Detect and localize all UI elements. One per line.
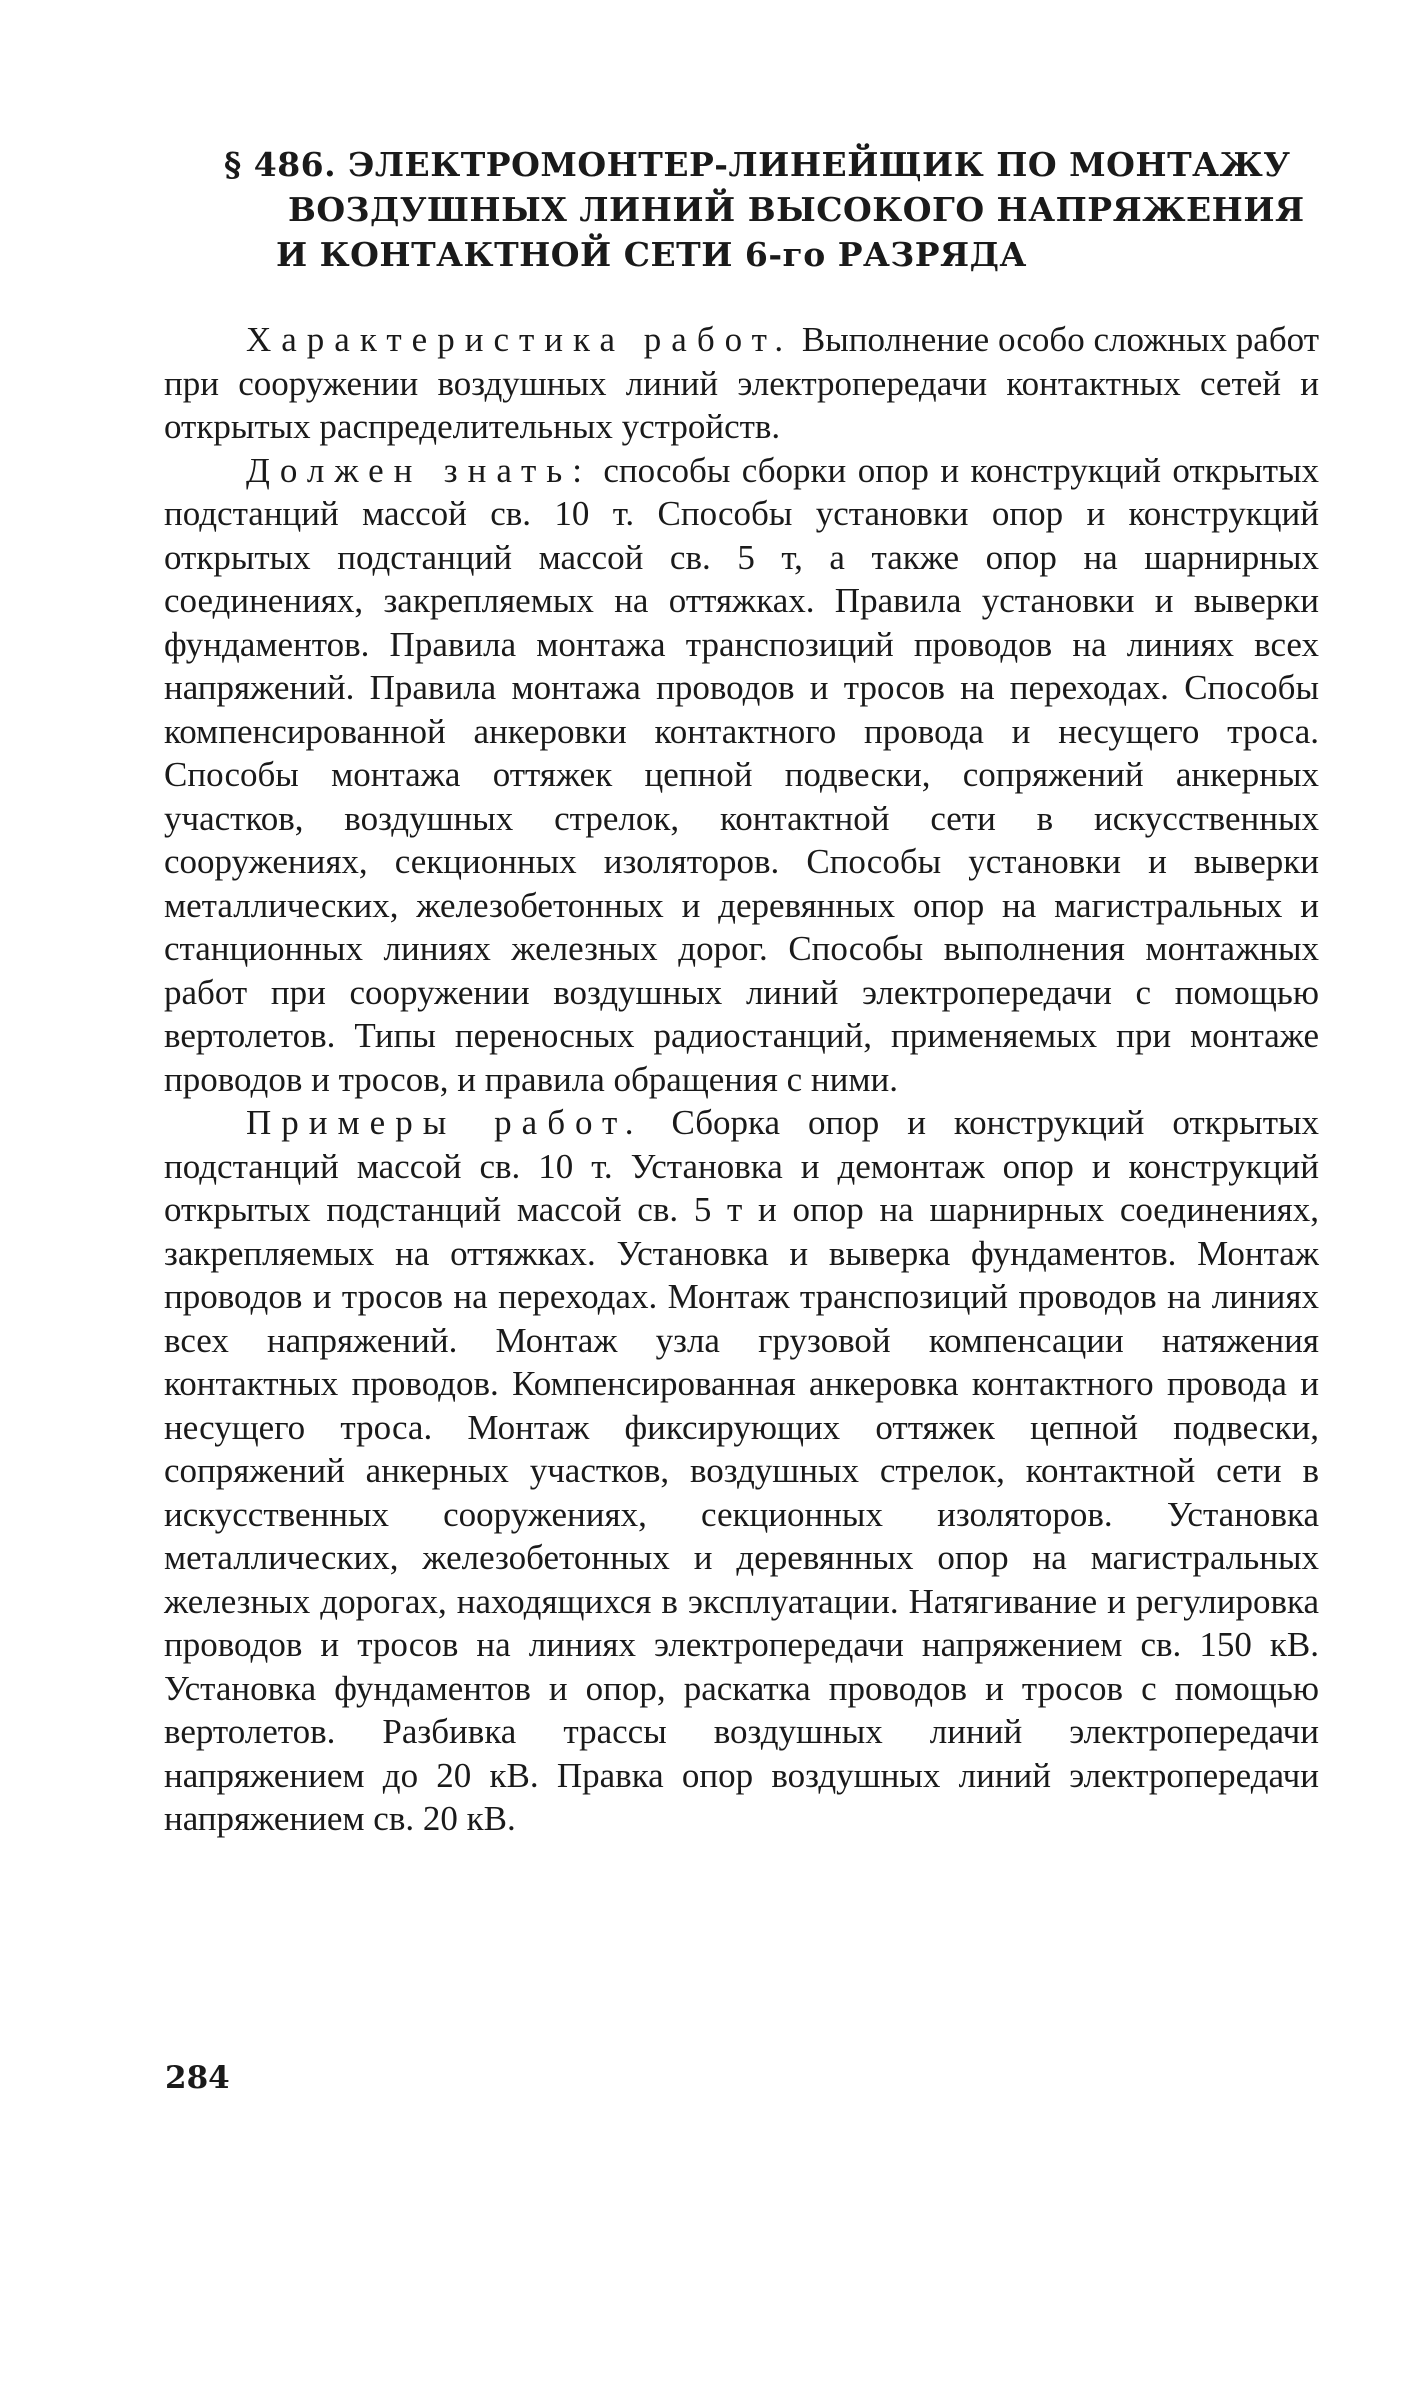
characteristic-paragraph — [164, 318, 1319, 449]
must-know-paragraph — [164, 449, 1319, 1102]
page-number: 284 — [165, 2060, 230, 2096]
examples-text: Сборка опор и конструкций открытых подстанций массой св. 10 т. Установка и демонтаж опор и конструкций открытых подстанций массой св. 5 т и опор на шарнирных соединениях, закрепляемых на оттяжках. Установка и выверка фундаментов. Монтаж проводов и тросов на переходах. Монтаж транспозиций проводов на линиях всех напряжений. Монтаж узла грузовой компенсации натяжения контактных проводов. Компенсированная анкеровка контактного провода и несущего троса. Монтаж фиксирующих оттяжек цепной подвески, сопряжений анкерных участков, воздушных стрелок, контактной сети в искусственных сооружениях, секционных изоляторов. Установка металлических, железобетонных и деревянных опор на магистральных железных дорогах, находящихся в эксплуатации. Натягивание и регулировка проводов и тросов на линиях электропередачи напряжением св. 150 кВ. Установка фундаментов и опор, раскатка проводов и тросов с помощью вертолетов. Разбивка трассы воздушных линий электропередачи напряжением до 20 кВ. Правка опор воздушных линий электропередачи напряжением св. 20 кВ. — [164, 1103, 1320, 1838]
must-know-label: Должен знать: — [246, 450, 592, 490]
characteristic-label: Характеристика работ. — [246, 320, 794, 359]
page — [164, 142, 1320, 1838]
body-text — [164, 318, 1319, 1841]
heading-line-3: И КОНТАКТНОЙ СЕТИ 6-го РАЗРЯДА — [276, 235, 1027, 274]
must-know-text: способы сборки опор и конструкций открытых подстанций массой св. 10 т. Способы установки опор и конструкций открытых подстанций массой св. 5 т, а также опор на шарнирных соединениях, закрепляемых на оттяжках. Правила установки и выверки фундаментов. Правила монтажа транспозиций проводов на линиях всех напряжений. Правила монтажа проводов и тросов на переходах. Способы компенсированной анкеровки контактного провода и несущего троса. Способы монтажа оттяжек цепной подвески, сопряжений анкерных участков, воздушных стрелок, контактной сети в искусственных сооружениях, секционных изоляторов. Способы установки и выверки металлических, железобетонных и деревянных опор на магистральных и станционных линиях железных дорог. Способы выполнения монтажных работ при сооружении воздушных линий электропередачи с помощью вертолетов. Типы переносных радиостанций, применяемых при монтаже проводов и тросов, и правила обращения с ними. — [164, 450, 1320, 1099]
heading-line-1: § 486. ЭЛЕКТРОМОНТЕР-ЛИНЕЙЩИК ПО МОНТАЖУ — [224, 145, 1291, 184]
section-heading — [164, 142, 1319, 277]
examples-label: Примеры работ. — [246, 1103, 644, 1142]
examples-paragraph — [164, 1101, 1319, 1841]
characteristic-text: Выполнение особо сложных работ при сооружении воздушных линий электропередачи контактных сетей и открытых распределительных устройств. — [164, 320, 1319, 446]
heading-line-2: ВОЗДУШНЫХ ЛИНИЙ ВЫСОКОГО НАПРЯЖЕНИЯ — [288, 190, 1305, 229]
